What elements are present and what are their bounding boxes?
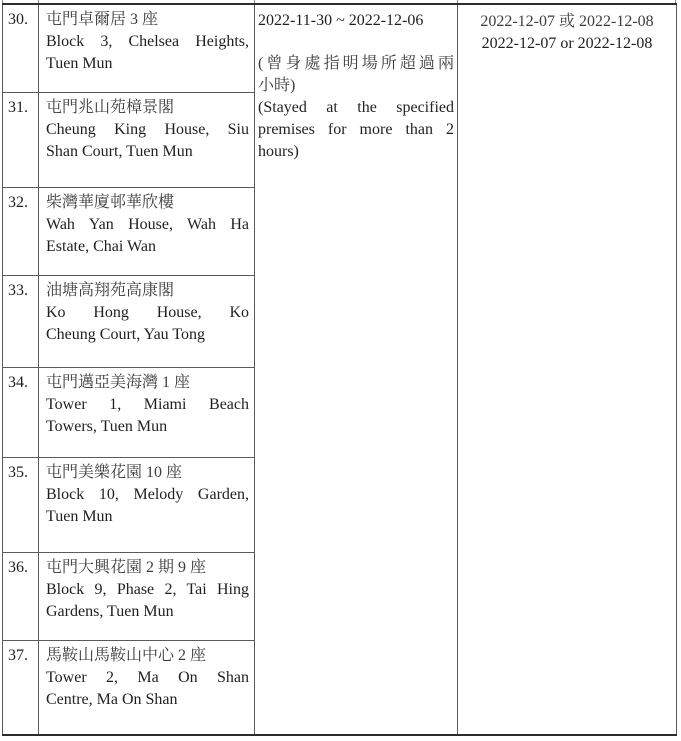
row-number: 32. <box>3 187 39 275</box>
premises-name-english-line: Estate, Chai Wan <box>46 237 156 255</box>
row-number: 36. <box>3 552 39 640</box>
period-condition-english <box>258 97 454 163</box>
premises-name-english-line: Block 9, Phase 2, Tai Hing <box>46 580 249 598</box>
premises-name-chinese: 油塘高翔苑高康閣 <box>46 281 175 299</box>
condition-english-line: premises for more than 2 <box>258 121 454 138</box>
period-condition-chinese <box>258 53 454 97</box>
compulsory-testing-table <box>2 3 677 736</box>
premises-cell <box>39 640 255 735</box>
row-number: 33. <box>3 275 39 367</box>
premises-name-chinese: 馬鞍山馬鞍山中心 2 座 <box>46 646 207 664</box>
premises-name-english-line: Tuen Mun <box>46 55 113 72</box>
test-dates-chinese: 2022-12-07 或 2022-12-08 <box>480 13 654 30</box>
premises-name-english-line: Cheung King House, Siu <box>46 120 249 138</box>
row-number: 37. <box>3 640 39 735</box>
premises-name-english-line: Ko Hong House, Ko <box>46 303 249 321</box>
premises-cell <box>39 367 255 457</box>
premises-cell <box>39 457 255 552</box>
premises-name-english-line: Wah Yan House, Wah Ha <box>46 215 249 233</box>
premises-name-english-line: Gardens, Tuen Mun <box>46 602 174 620</box>
row-number: 34. <box>3 367 39 457</box>
premises-name-chinese: 屯門卓爾居 3 座 <box>46 11 159 28</box>
row-number: 35. <box>3 457 39 552</box>
condition-chinese-line: 小時) <box>258 77 296 94</box>
premises-cell <box>39 552 255 640</box>
premises-name-english-line: Tuen Mun <box>46 507 113 525</box>
premises-name-english-line: Tower 2, Ma On Shan <box>46 668 249 686</box>
premises-cell <box>39 92 255 187</box>
row-number: 30. <box>3 4 39 92</box>
test-dates-english: 2022-12-07 or 2022-12-08 <box>481 35 653 52</box>
premises-cell <box>39 4 255 92</box>
premises-name-english-line: Centre, Ma On Shan <box>46 690 178 708</box>
test-dates-cell <box>458 4 677 735</box>
period-date-range: 2022-11-30 ~ 2022-12-06 <box>258 12 424 29</box>
condition-english-line: (Stayed at the specified <box>258 99 454 116</box>
premises-name-chinese: 屯門大興花園 2 期 9 座 <box>46 558 207 576</box>
premises-name-chinese: 屯門美樂花園 10 座 <box>46 463 183 481</box>
premises-name-english-line: Towers, Tuen Mun <box>46 417 168 435</box>
condition-english-line: hours) <box>258 143 299 160</box>
premises-name-english-line: Cheung Court, Yau Tong <box>46 325 206 343</box>
premises-name-english-line: Shan Court, Tuen Mun <box>46 142 193 160</box>
premises-name-english-line: Block 3, Chelsea Heights, <box>46 33 249 50</box>
premises-name-english-line: Block 10, Melody Garden, <box>46 485 249 503</box>
premises-cell <box>39 275 255 367</box>
premises-name-english-line: Tower 1, Miami Beach <box>46 395 249 413</box>
premises-name-chinese: 屯門邁亞美海灣 1 座 <box>46 373 191 391</box>
premises-name-chinese: 柴灣華廈邨華欣樓 <box>46 193 175 211</box>
period-cell <box>255 4 458 735</box>
premises-cell <box>39 187 255 275</box>
row-number: 31. <box>3 92 39 187</box>
condition-chinese-line: (曾身處指明場所超過兩 <box>258 55 454 72</box>
premises-name-chinese: 屯門兆山苑樟景閣 <box>46 98 175 116</box>
table-row <box>3 4 677 92</box>
